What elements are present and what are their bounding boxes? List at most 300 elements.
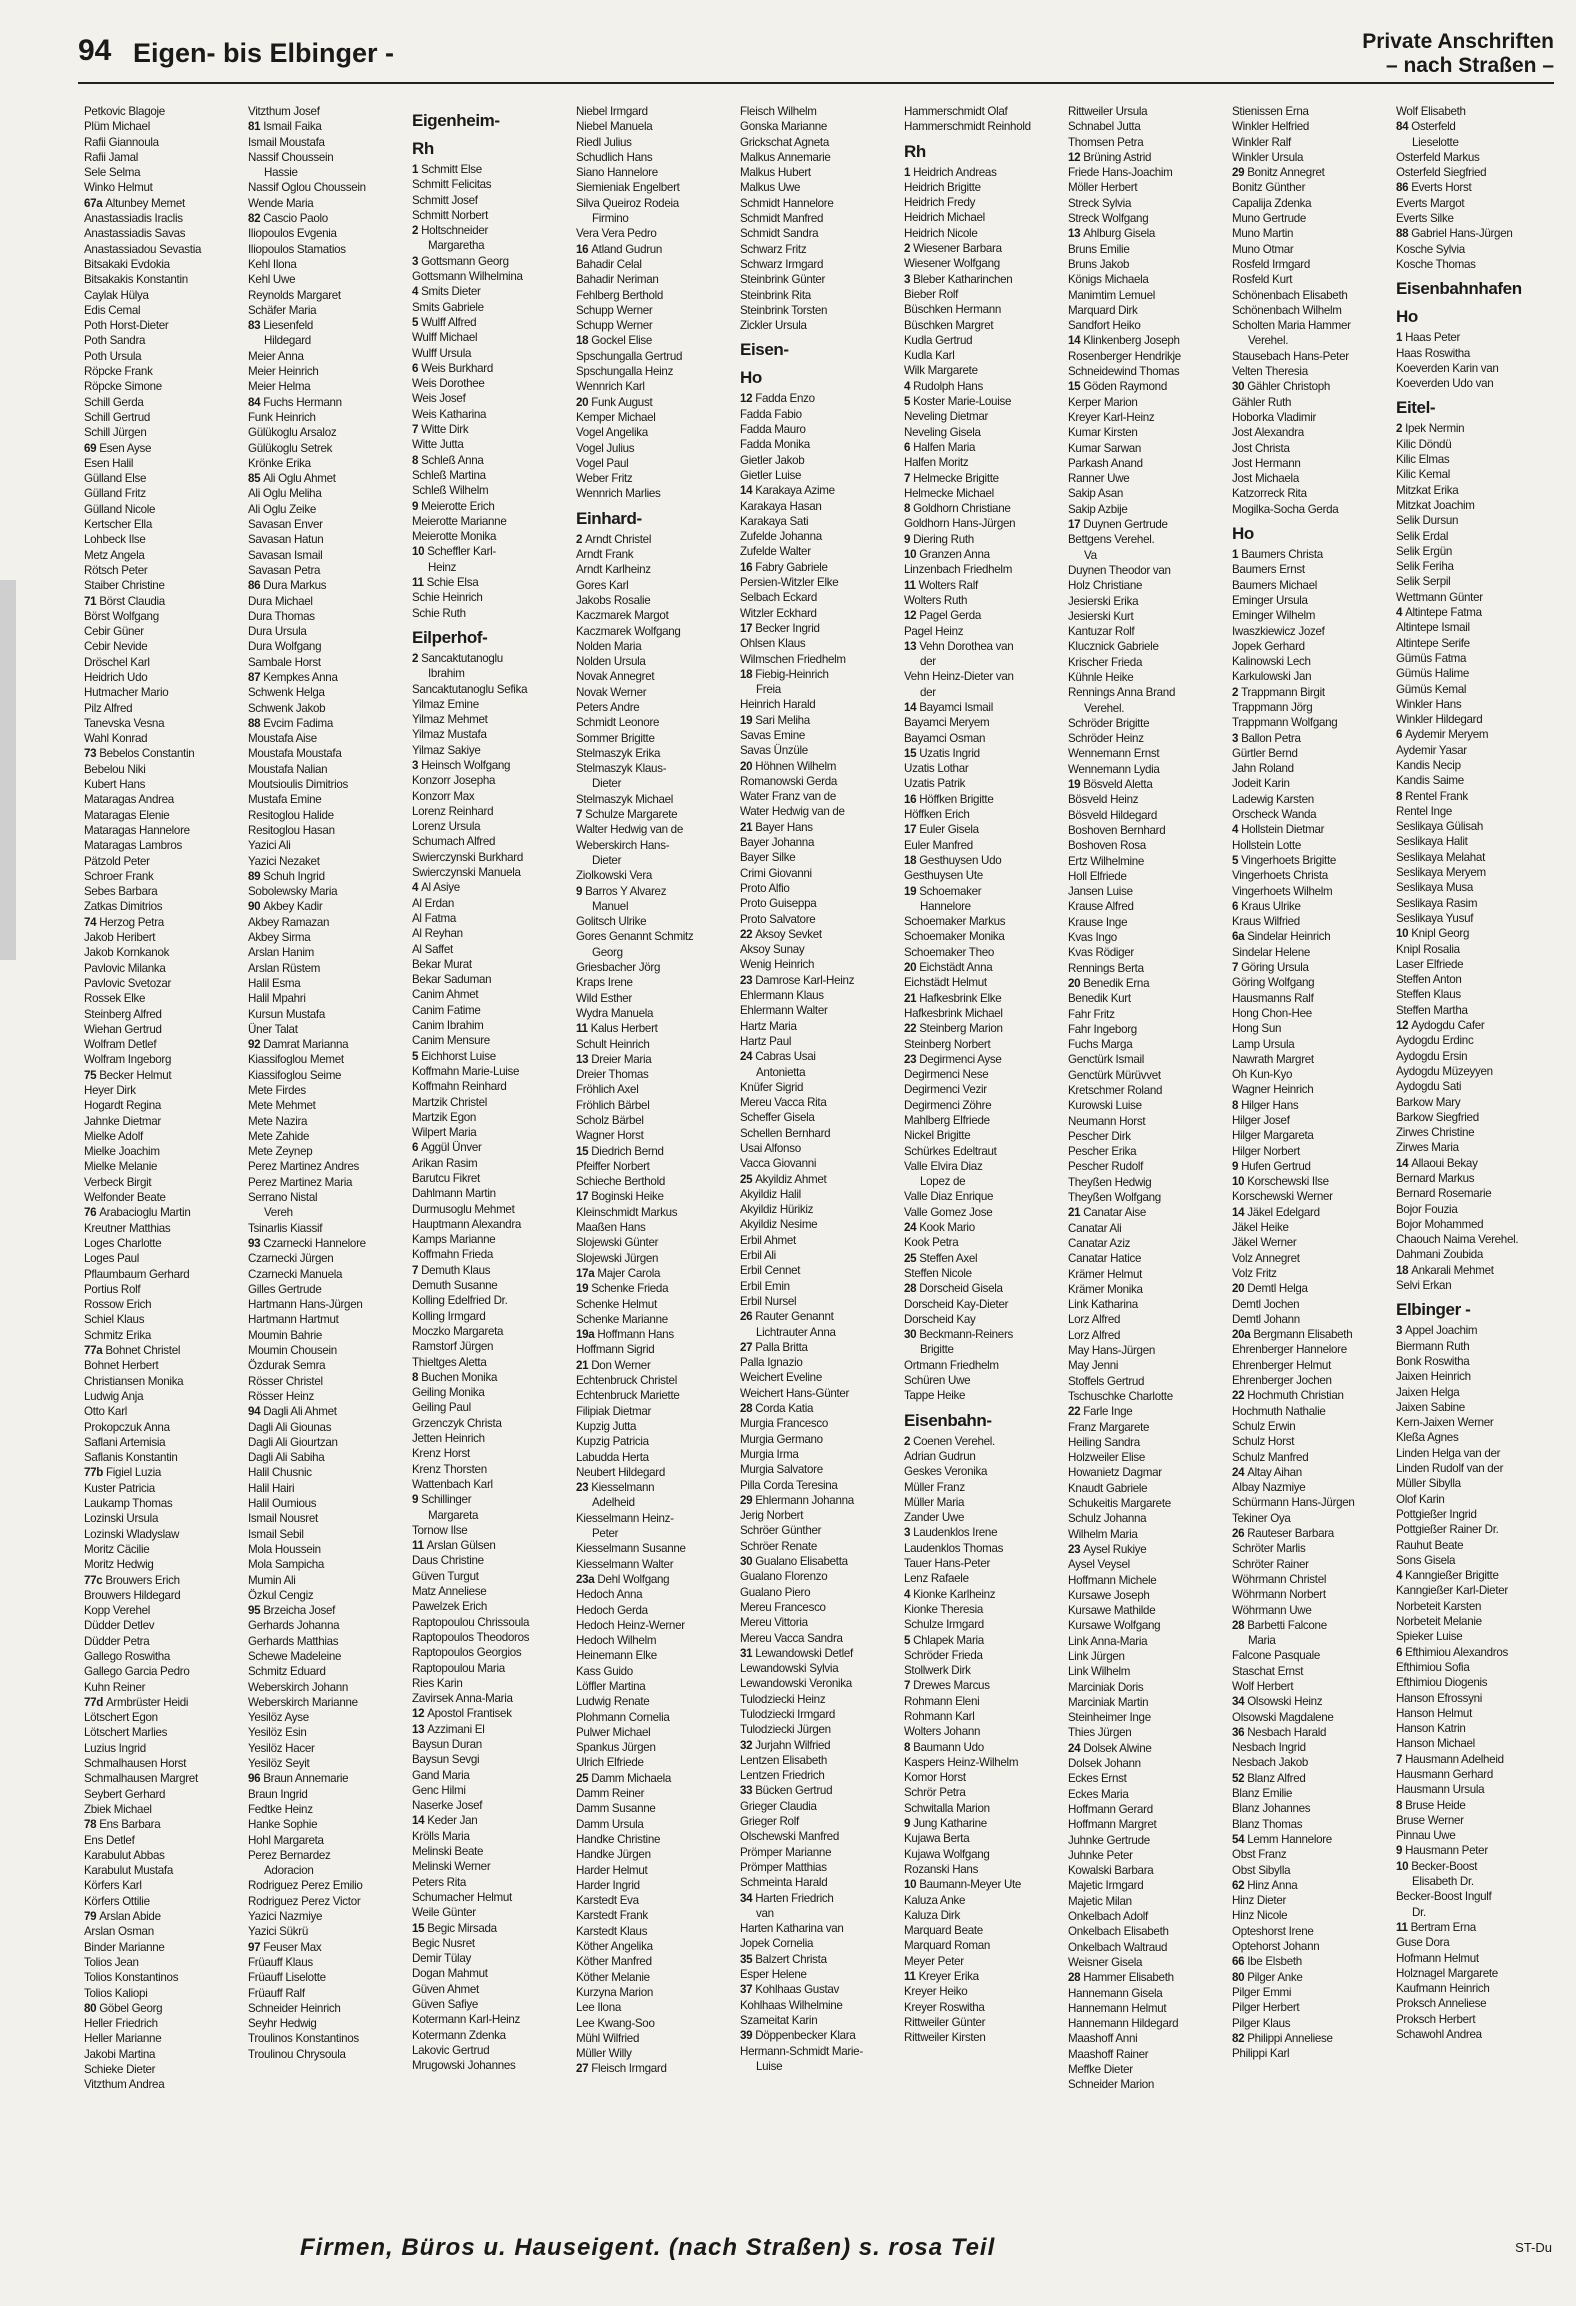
resident-entry: Gümüs Kemal [1396, 682, 1467, 696]
resident-entry: Ehlermann Walter [740, 1004, 828, 1018]
resident-entry: Heller Friedrich [84, 2017, 158, 2031]
resident-entry: Meier Heinrich [248, 365, 319, 379]
resident-entry: Canim Mensure [412, 1034, 490, 1048]
house-number: 9 [1232, 1159, 1242, 1173]
house-number: 11 [904, 578, 919, 592]
resident-entry: Büschken Margret [904, 318, 994, 332]
resident-entry: Onkelbach Waltraud [1068, 1940, 1168, 1954]
street-heading: Einhard- [576, 508, 642, 528]
house-number: 80 [1232, 1970, 1248, 1984]
resident-entry: Hoffmann Gerard [1068, 1802, 1153, 1816]
resident-entry: 6 Weis Burkhard [412, 361, 493, 375]
resident-entry: Margareta [428, 1508, 479, 1522]
resident-entry: Schumacher Helmut [412, 1890, 512, 1904]
house-number: 7 [412, 1263, 422, 1277]
resident-entry: Steinheimer Inge [1068, 1711, 1151, 1725]
resident-entry: Czarnecki Jürgen [248, 1252, 334, 1266]
resident-entry: Wulff Michael [412, 331, 478, 345]
resident-entry: 3 Laudenklos Irene [904, 1526, 998, 1540]
resident-entry: Karstedt Frank [576, 1909, 648, 1923]
resident-entry: 2 Arndt Christel [576, 532, 652, 546]
resident-entry: Uzatis Lothar [904, 762, 969, 776]
house-number: 7 [412, 423, 422, 437]
resident-entry: Halil Oumious [248, 1497, 317, 1511]
resident-entry: Proto Salvatore [740, 912, 816, 926]
resident-entry: Jakobs Rosalie [576, 593, 651, 607]
resident-entry: Mühl Wilfried [576, 2031, 640, 2045]
resident-entry: Jansen Luise [1068, 885, 1133, 899]
resident-entry: Schulz Erwin [1232, 1419, 1296, 1433]
resident-entry: Canatar Ali [1068, 1221, 1122, 1235]
resident-entry: Swierczynski Manuela [412, 866, 521, 880]
resident-entry: Rossow Erich [84, 1298, 152, 1312]
resident-entry: Börst Wolfgang [84, 609, 159, 623]
house-number: 22 [1068, 1405, 1084, 1419]
resident-entry: Hartz Maria [740, 1019, 797, 1033]
resident-entry: Raptopoulos Georgios [412, 1646, 522, 1660]
resident-entry: 62 Hinz Anna [1232, 1878, 1298, 1892]
resident-entry: Selik Erdal [1396, 529, 1449, 543]
resident-entry: Howanietz Dagmar [1068, 1466, 1162, 1480]
resident-entry: Everts Silke [1396, 212, 1454, 226]
house-number: 89 [248, 869, 264, 883]
resident-entry: Osterfeld Markus [1396, 150, 1480, 164]
resident-entry: Hammerschmidt Olaf [904, 105, 1008, 118]
house-number: 9 [904, 1817, 914, 1831]
resident-entry: Guse Dora [1396, 1936, 1450, 1950]
house-number: 10 [1396, 1859, 1412, 1873]
resident-entry: Schoemaker Monika [904, 930, 1005, 944]
resident-entry: Biermann Ruth [1396, 1339, 1470, 1353]
resident-entry: Akbey Sirma [248, 931, 311, 945]
resident-entry: Kern-Jaixen Werner [1396, 1416, 1494, 1430]
resident-entry: 77d Armbrüster Heidi [84, 1695, 189, 1709]
resident-entry: Edis Cemal [84, 303, 141, 317]
resident-entry: Kilic Kemal [1396, 468, 1451, 482]
resident-entry: Stausebach Hans-Peter [1232, 349, 1349, 363]
resident-entry: 35 Balzert Christa [740, 1952, 827, 1966]
house-number: 3 [904, 272, 914, 286]
resident-entry: 4 Altintepe Fatma [1396, 606, 1482, 620]
resident-entry: Muno Otmar [1232, 242, 1294, 256]
resident-entry: Vingerhoets Wilhelm [1232, 884, 1333, 898]
resident-entry: 19 Schenke Frieda [576, 1282, 669, 1296]
resident-entry: Kumar Kirsten [1068, 426, 1138, 440]
street-heading: Eisen- [740, 340, 789, 360]
resident-entry: 17 Boginski Heike [576, 1190, 664, 1204]
house-number: 23 [576, 1481, 592, 1495]
resident-entry: Ehrenberger Hannelore [1232, 1343, 1347, 1357]
resident-entry: Yilmaz Sakiye [412, 743, 481, 757]
house-number: 77a [84, 1344, 106, 1358]
resident-entry: 4 Smits Dieter [412, 285, 481, 299]
house-number: 12 [740, 392, 756, 406]
directory-column [734, 104, 898, 2214]
resident-entry: Tschuschke Charlotte [1068, 1389, 1173, 1403]
resident-entry: Dieter [592, 853, 622, 867]
resident-entry: Ohlsen Klaus [740, 637, 806, 651]
resident-entry: Jost Christa [1232, 441, 1290, 455]
house-number: 4 [1396, 606, 1406, 620]
resident-entry: Proto Guiseppa [740, 897, 817, 911]
resident-entry: Theyßen Wolfgang [1068, 1191, 1161, 1205]
resident-entry: 28 Corda Katia [740, 1402, 814, 1416]
resident-entry: Hildegard [264, 334, 311, 348]
resident-entry: Mataragas Lambros [84, 839, 183, 853]
resident-entry: 2 Sancaktutanoglu [412, 651, 503, 665]
resident-entry: Knipl Rosalia [1396, 942, 1460, 956]
resident-entry: Sancaktutanoglu Sefika [412, 682, 528, 696]
resident-entry: Niebel Irmgard [576, 105, 648, 118]
house-number: 28 [904, 1282, 920, 1296]
resident-entry: Schröter Marlis [1232, 1542, 1306, 1556]
resident-entry: Kurzyna Marion [576, 1985, 653, 1999]
resident-entry: Kaufmann Heinrich [1396, 1982, 1490, 1996]
resident-entry: Pescher Rudolf [1068, 1160, 1144, 1174]
resident-entry: Iliopoulos Stamatios [248, 242, 346, 256]
resident-entry: Seslikaya Rasim [1396, 896, 1478, 910]
resident-entry: 2 Holtschneider [412, 224, 489, 238]
resident-entry: Adrian Gudrun [904, 1449, 976, 1463]
resident-entry: Franz Margarete [1068, 1420, 1150, 1434]
resident-entry: Dogan Mahmut [412, 1967, 488, 1981]
resident-entry: 74 Herzog Petra [84, 915, 164, 929]
resident-entry: Güven Turgut [412, 1569, 479, 1583]
resident-entry: Kandis Necip [1396, 758, 1461, 772]
resident-entry: 32 Jurjahn Wilfried [740, 1738, 831, 1752]
resident-entry: Verehel. [1084, 701, 1125, 715]
resident-entry: Theyßen Hedwig [1068, 1175, 1152, 1189]
resident-entry: Demuth Susanne [412, 1279, 498, 1293]
resident-entry: Wilpert Maria [412, 1126, 477, 1140]
resident-entry: Gietler Luise [740, 468, 802, 482]
resident-entry: Kolling Irmgard [412, 1309, 486, 1323]
resident-entry: Gores Genannt Schmitz [576, 930, 694, 944]
resident-entry: 31 Lewandowski Detlef [740, 1646, 853, 1660]
resident-entry: Neveling Gisela [904, 425, 981, 439]
resident-entry: Konzorr Josepha [412, 774, 496, 788]
resident-entry: 11 Bertram Erna [1396, 1920, 1476, 1934]
resident-entry: Dorscheid Kay [904, 1312, 976, 1326]
resident-entry: 9 Barros Y Alvarez [576, 884, 667, 898]
resident-entry: Heinemann Elke [576, 1649, 657, 1663]
resident-entry: Körfers Ottilie [84, 1894, 150, 1908]
resident-entry: Anastassiadou Sevastia [84, 242, 202, 256]
resident-entry: 12 Pagel Gerda [904, 609, 982, 623]
resident-entry: Chaouch Naima Verehel. [1396, 1233, 1519, 1247]
resident-entry: Hannemann Hildegard [1068, 2017, 1179, 2031]
resident-entry: Schäfer Maria [248, 303, 317, 317]
resident-entry: Jäkel Werner [1232, 1236, 1297, 1250]
resident-entry: Rosfeld Kurt [1232, 273, 1293, 287]
resident-entry: Selvi Erkan [1396, 1279, 1452, 1293]
resident-entry: Schmalhausen Horst [84, 1757, 187, 1771]
resident-entry: Wöhrmann Christel [1232, 1572, 1327, 1586]
resident-entry: Peters Andre [576, 700, 640, 714]
resident-entry: Pulwer Michael [576, 1725, 651, 1739]
resident-entry: Wende Maria [248, 196, 314, 210]
resident-entry: Olof Karin [1396, 1492, 1445, 1506]
resident-entry: Rentel Inge [1396, 804, 1452, 818]
resident-entry: Blanz Emilie [1232, 1787, 1293, 1801]
resident-entry: Kupzig Patricia [576, 1435, 649, 1449]
resident-entry: Olsowski Magdalene [1232, 1710, 1334, 1724]
resident-entry: Müller Maria [904, 1495, 965, 1509]
resident-entry: Dahlmann Martin [412, 1187, 496, 1201]
resident-entry: Seslikaya Meryem [1396, 866, 1486, 880]
house-number: 6 [1396, 1645, 1406, 1659]
resident-entry: Tolios Jean [84, 1955, 139, 1969]
resident-entry: Sebes Barbara [84, 885, 158, 899]
resident-entry: Kvas Ingo [1068, 931, 1117, 945]
resident-entry: Schiel Klaus [84, 1313, 145, 1327]
house-number: 62 [1232, 1878, 1248, 1892]
resident-entry: Maashoff Anni [1068, 2032, 1138, 2046]
resident-entry: Spschungalla Gertrud [576, 349, 683, 363]
resident-entry: Baumers Michael [1232, 578, 1318, 592]
resident-entry: 78 Ens Barbara [84, 1818, 161, 1832]
footer-code: ST-Du [1515, 2240, 1552, 2255]
resident-entry: 15 Uzatis Ingrid [904, 746, 980, 760]
resident-entry: 6 Efthimiou Alexandros [1396, 1645, 1508, 1659]
resident-entry: Golitsch Ulrike [576, 915, 647, 929]
resident-entry: Vogel Angelika [576, 426, 648, 440]
resident-entry: Ens Detlef [84, 1833, 135, 1847]
resident-entry: Mereu Vacca Sandra [740, 1631, 843, 1645]
resident-entry: Lopez de [920, 1175, 966, 1189]
resident-entry: der [920, 685, 936, 699]
resident-entry: Hedoch Anna [576, 1588, 643, 1602]
resident-entry: Özkul Cengiz [248, 1588, 314, 1602]
resident-entry: Pawelzek Erich [412, 1600, 488, 1614]
resident-entry: 27 Fleisch Irmgard [576, 2062, 667, 2076]
resident-entry: Früauff Klaus [248, 1955, 313, 1969]
resident-entry: Sons Gisela [1396, 1553, 1456, 1567]
resident-entry: Szameitat Karin [740, 2013, 818, 2027]
resident-entry: Blanz Thomas [1232, 1817, 1303, 1831]
resident-entry: Rittweiler Ursula [1068, 105, 1148, 118]
resident-entry: Caylak Hülya [84, 288, 149, 302]
resident-entry: Wolf Elisabeth [1396, 105, 1466, 118]
resident-entry: 8 Bruse Heide [1396, 1798, 1466, 1812]
resident-entry: Manimtim Lemuel [1068, 288, 1155, 302]
house-number: 27 [740, 1340, 756, 1354]
resident-entry: Bettgens Verehel. [1068, 533, 1155, 547]
resident-entry: 21 Hafkesbrink Elke [904, 991, 1002, 1005]
resident-entry: Schwenk Jakob [248, 701, 326, 715]
street-heading: Ho [740, 368, 762, 388]
house-number: 23 [1068, 1542, 1084, 1556]
house-number: 22 [1232, 1389, 1248, 1403]
resident-entry: Bayer Johanna [740, 836, 815, 850]
resident-entry: Christiansen Monika [84, 1374, 184, 1388]
resident-entry: Schürmann Hans-Jürgen [1232, 1496, 1355, 1510]
resident-entry: Lakovic Gertrud [412, 2043, 490, 2057]
resident-entry: Zbiek Michael [84, 1802, 152, 1816]
resident-entry: Ehrenberger Helmut [1232, 1358, 1331, 1372]
house-number: 12 [412, 1707, 428, 1721]
resident-entry: Lewandowski Sylvia [740, 1662, 839, 1676]
resident-entry: Luise [756, 2059, 783, 2073]
resident-entry: Steffen Martha [1396, 1003, 1468, 1017]
house-number: 5 [1232, 853, 1242, 867]
resident-entry: Freia [756, 683, 781, 697]
resident-entry: van [756, 1906, 774, 1920]
resident-entry: Schupp Werner [576, 303, 653, 317]
resident-entry: Jesierski Kurt [1068, 609, 1134, 623]
resident-entry: Schönenbach Wilhelm [1232, 303, 1342, 317]
resident-entry: Winkler Ursula [1232, 150, 1304, 164]
resident-entry: Kionke Theresia [904, 1602, 984, 1616]
resident-entry: Schukeitis Margarete [1068, 1497, 1171, 1511]
resident-entry: Krönke Erika [248, 456, 311, 470]
house-number: 14 [740, 484, 756, 498]
house-number: 20 [1068, 976, 1084, 990]
house-number: 17 [1068, 518, 1084, 532]
resident-entry: Gülland Else [84, 472, 147, 486]
resident-entry: Matz Anneliese [412, 1585, 487, 1599]
resident-entry: Savas Ünzüle [740, 744, 808, 758]
house-number: 23 [740, 973, 756, 987]
resident-entry: Sele Selma [84, 166, 141, 180]
resident-entry: Spieker Luise [1396, 1630, 1463, 1644]
house-number: 28 [1068, 1971, 1084, 1985]
house-number: 95 [248, 1604, 264, 1618]
resident-entry: Meffke Dieter [1068, 2063, 1133, 2076]
resident-entry: Persien-Witzler Elke [740, 576, 839, 590]
house-number: 6 [412, 1141, 422, 1155]
resident-entry: Kowalski Barbara [1068, 1864, 1154, 1878]
resident-entry: Wilhelm Maria [1068, 1527, 1138, 1541]
house-number: 17 [740, 621, 756, 635]
resident-entry: Plohmann Cornelia [576, 1710, 670, 1724]
house-number: 23 [904, 1052, 920, 1066]
house-number: 5 [412, 315, 422, 329]
resident-entry: 5 Eichhorst Luise [412, 1049, 496, 1063]
resident-entry: Moustafa Aise [248, 732, 317, 746]
resident-entry: Königs Michaela [1068, 273, 1149, 287]
resident-entry: 30 Beckmann-Reiners [904, 1328, 1014, 1342]
resident-entry: 33 Bücken Gertrud [740, 1784, 833, 1798]
resident-entry: 14 Klinkenberg Joseph [1068, 334, 1180, 348]
resident-entry: Sakip Asan [1068, 487, 1124, 501]
resident-entry: Heiling Sandra [1068, 1435, 1140, 1449]
house-number: 29 [740, 1493, 756, 1507]
resident-entry: Schupp Werner [576, 319, 653, 333]
resident-entry: Pilger Herbert [1232, 2001, 1300, 2015]
resident-entry: Mielke Adolf [84, 1129, 143, 1143]
resident-entry: Üner Talat [248, 1022, 298, 1036]
house-number: 8 [412, 453, 422, 467]
resident-entry: Margaretha [428, 239, 485, 253]
resident-entry: Ulrich Elfriede [576, 1756, 644, 1770]
resident-entry: Hinz Nicole [1232, 1909, 1288, 1923]
resident-entry: Jaixen Sabine [1396, 1400, 1465, 1414]
resident-entry: Jetten Heinrich [412, 1432, 485, 1446]
resident-entry: Kaczmarek Wolfgang [576, 624, 681, 638]
resident-entry: Nassif Choussein [248, 150, 334, 164]
directory-column [242, 104, 406, 2214]
resident-entry: Tulodziecki Heinz [740, 1692, 826, 1706]
resident-entry: Hartmann Hans-Jürgen [248, 1298, 363, 1312]
resident-entry: Firmino [592, 212, 629, 226]
house-number: 35 [740, 1952, 756, 1966]
house-number: 18 [576, 334, 592, 348]
resident-entry: Nawrath Margret [1232, 1052, 1314, 1066]
resident-entry: Valle Elvira Diaz [904, 1159, 983, 1173]
resident-entry: Thieltges Aletta [412, 1355, 487, 1369]
resident-entry: Lorz Alfred [1068, 1328, 1121, 1342]
resident-entry: Bayer Silke [740, 851, 796, 865]
resident-entry: Röpcke Simone [84, 380, 162, 394]
resident-entry: Mola Houssein [248, 1542, 321, 1556]
resident-entry: Schult Heinrich [576, 1037, 650, 1051]
resident-entry: Norbeteit Melanie [1396, 1615, 1482, 1629]
resident-entry: Cebir Güner [84, 625, 144, 639]
resident-entry: Anastassiadis Savas [84, 227, 186, 241]
page-range: Eigen- bis Elbinger - [133, 38, 395, 68]
resident-entry: Link Katharina [1068, 1298, 1138, 1312]
resident-entry: Vacca Giovanni [740, 1157, 817, 1171]
resident-entry: Konzorr Max [412, 789, 475, 803]
resident-entry: Lorenz Ursula [412, 820, 481, 834]
resident-entry: Pfeiffer Norbert [576, 1159, 650, 1173]
resident-entry: Pilla Corda Teresina [740, 1478, 838, 1492]
resident-entry: Bitsakakis Konstantin [84, 273, 188, 287]
resident-entry: Selbach Eckard [740, 591, 818, 605]
resident-entry: Rossek Elke [84, 992, 146, 1006]
house-number: 13 [1068, 227, 1084, 241]
resident-entry: Ortmann Friedhelm [904, 1358, 999, 1372]
resident-entry: Osterfeld Siegfried [1396, 166, 1487, 180]
resident-entry: 73 Bebelos Constantin [84, 747, 195, 761]
house-number: 20 [904, 961, 920, 975]
house-number: 16 [740, 560, 756, 574]
resident-entry: Luzius Ingrid [84, 1741, 146, 1755]
resident-entry: Savasan Enver [248, 518, 323, 532]
resident-entry: Schleß Wilhelm [412, 484, 489, 498]
resident-entry: Peter [592, 1527, 619, 1541]
resident-entry: Troulinos Konstantinos [248, 2032, 359, 2046]
resident-entry: Rohmann Eleni [904, 1694, 980, 1708]
resident-entry: Neubert Hildegard [576, 1465, 665, 1479]
resident-entry: Efthimiou Diogenis [1396, 1676, 1488, 1690]
resident-entry: Pescher Dirk [1068, 1129, 1131, 1143]
resident-entry: Hanson Michael [1396, 1737, 1475, 1751]
resident-entry: 5 Koster Marie-Louise [904, 395, 1012, 409]
resident-entry: Dröschel Karl [84, 655, 150, 669]
resident-entry: Stoffels Gertrud [1068, 1374, 1145, 1388]
house-number: 34 [740, 1891, 756, 1905]
resident-entry: Kilic Elmas [1396, 453, 1450, 467]
directory-column [1390, 104, 1554, 2214]
house-number: 3 [1232, 731, 1242, 745]
resident-entry: Akyildiz Nesime [740, 1218, 818, 1232]
resident-entry: 54 Lemm Hannelore [1232, 1832, 1332, 1846]
resident-entry: Hogardt Regina [84, 1099, 162, 1113]
resident-entry: 9 Meierotte Erich [412, 499, 495, 513]
resident-entry: Hilger Norbert [1232, 1144, 1300, 1158]
resident-entry: Murgia Salvatore [740, 1463, 823, 1477]
resident-entry: 14 Bayamci Ismail [904, 700, 993, 714]
resident-entry: Seslikaya Halit [1396, 835, 1468, 849]
resident-entry: Köther Manfred [576, 1955, 652, 1969]
resident-entry: Plüm Michael [84, 120, 150, 134]
resident-entry: Benedik Kurt [1068, 992, 1131, 1006]
house-number: 8 [412, 1370, 422, 1384]
house-number: 77d [84, 1695, 106, 1709]
resident-entry: Gähler Ruth [1232, 395, 1292, 409]
